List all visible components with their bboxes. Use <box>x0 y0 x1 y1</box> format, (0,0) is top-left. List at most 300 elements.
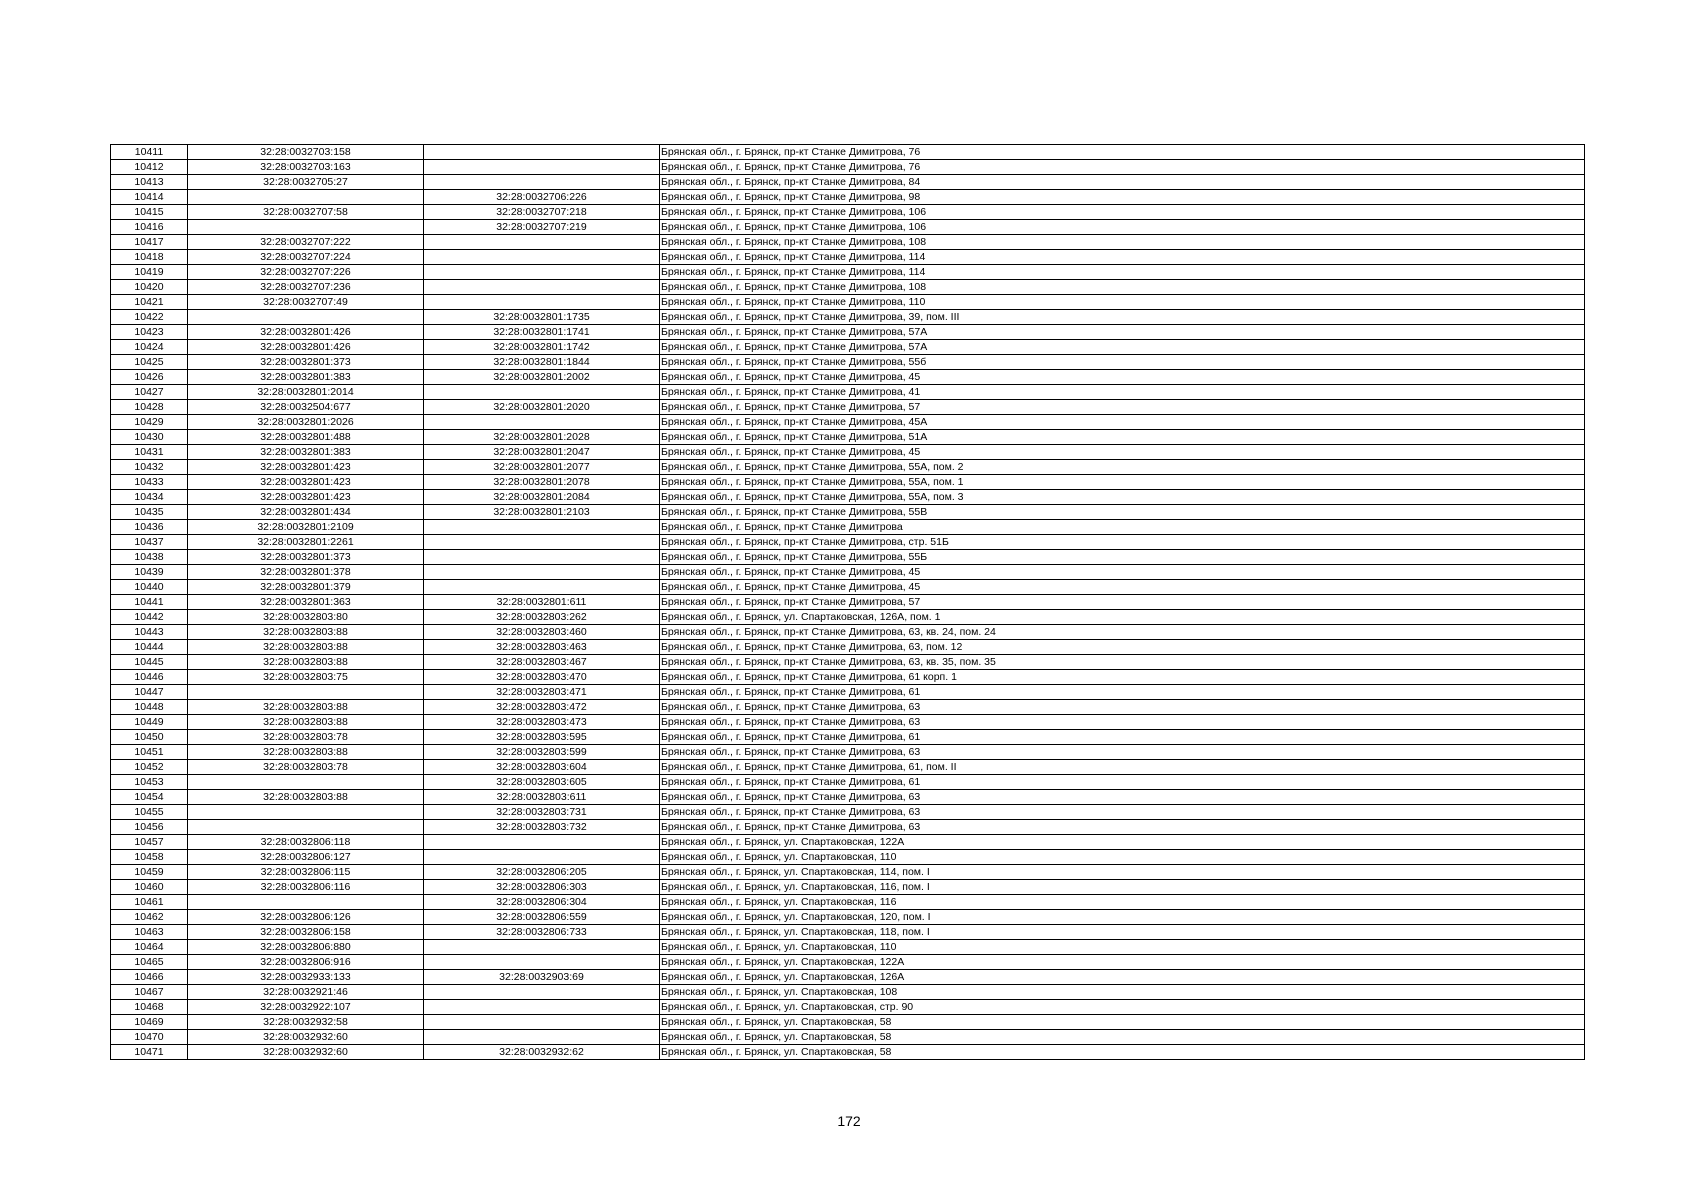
record-number-cell: 10432 <box>111 460 188 475</box>
cadastral-number-cell: 32:28:0032803:75 <box>188 670 424 685</box>
table-row <box>111 355 1585 370</box>
cadastral-number-cell: 32:28:0032806:127 <box>188 850 424 865</box>
cadastral-number-cell: 32:28:0032806:916 <box>188 955 424 970</box>
record-number-cell: 10444 <box>111 640 188 655</box>
building-cadastral-cell: 32:28:0032803:262 <box>424 610 660 625</box>
building-cadastral-cell <box>424 415 660 430</box>
address-cell: Брянская обл., г. Брянск, пр-кт Станке Димитрова, стр. 51Б <box>660 535 1585 550</box>
building-cadastral-cell: 32:28:0032801:2028 <box>424 430 660 445</box>
address-cell: Брянская обл., г. Брянск, пр-кт Станке Димитрова, 61, пом. II <box>660 760 1585 775</box>
address-cell: Брянская обл., г. Брянск, пр-кт Станке Димитрова, 55А, пом. 1 <box>660 475 1585 490</box>
cadastral-number-cell: 32:28:0032801:423 <box>188 475 424 490</box>
building-cadastral-cell: 32:28:0032803:595 <box>424 730 660 745</box>
record-number-cell: 10414 <box>111 190 188 205</box>
building-cadastral-cell <box>424 145 660 160</box>
table-row <box>111 775 1585 790</box>
record-number-cell: 10466 <box>111 970 188 985</box>
building-cadastral-cell <box>424 835 660 850</box>
record-number-cell: 10453 <box>111 775 188 790</box>
building-cadastral-cell <box>424 940 660 955</box>
building-cadastral-cell <box>424 565 660 580</box>
address-cell: Брянская обл., г. Брянск, пр-кт Станке Димитрова, 57 <box>660 595 1585 610</box>
cadastral-number-cell: 32:28:0032801:383 <box>188 445 424 460</box>
table-row <box>111 190 1585 205</box>
record-number-cell: 10433 <box>111 475 188 490</box>
table-row <box>111 745 1585 760</box>
table-row <box>111 805 1585 820</box>
record-number-cell: 10435 <box>111 505 188 520</box>
record-number-cell: 10425 <box>111 355 188 370</box>
table-row <box>111 820 1585 835</box>
table-row <box>111 700 1585 715</box>
table-row <box>111 415 1585 430</box>
record-number-cell: 10454 <box>111 790 188 805</box>
table-row <box>111 220 1585 235</box>
table-row <box>111 430 1585 445</box>
cadastral-number-cell: 32:28:0032803:88 <box>188 745 424 760</box>
address-cell: Брянская обл., г. Брянск, пр-кт Станке Димитрова, 57А <box>660 340 1585 355</box>
building-cadastral-cell: 32:28:0032803:471 <box>424 685 660 700</box>
cadastral-number-cell: 32:28:0032806:880 <box>188 940 424 955</box>
address-cell: Брянская обл., г. Брянск, пр-кт Станке Димитрова, 63, пом. 12 <box>660 640 1585 655</box>
table-row <box>111 880 1585 895</box>
cadastral-number-cell: 32:28:0032801:373 <box>188 355 424 370</box>
building-cadastral-cell <box>424 295 660 310</box>
cadastral-number-cell <box>188 685 424 700</box>
table-row <box>111 280 1585 295</box>
record-number-cell: 10439 <box>111 565 188 580</box>
table-row <box>111 475 1585 490</box>
cadastral-number-cell: 32:28:0032707:222 <box>188 235 424 250</box>
record-number-cell: 10417 <box>111 235 188 250</box>
building-cadastral-cell <box>424 385 660 400</box>
address-cell: Брянская обл., г. Брянск, пр-кт Станке Димитрова, 61 <box>660 730 1585 745</box>
record-number-cell: 10456 <box>111 820 188 835</box>
table-row <box>111 265 1585 280</box>
address-cell: Брянская обл., г. Брянск, пр-кт Станке Димитрова, 45А <box>660 415 1585 430</box>
cadastral-number-cell: 32:28:0032932:60 <box>188 1045 424 1060</box>
building-cadastral-cell <box>424 955 660 970</box>
building-cadastral-cell: 32:28:0032903:69 <box>424 970 660 985</box>
address-cell: Брянская обл., г. Брянск, пр-кт Станке Димитрова, 63 <box>660 790 1585 805</box>
record-number-cell: 10443 <box>111 625 188 640</box>
building-cadastral-cell <box>424 160 660 175</box>
cadastral-number-cell: 32:28:0032932:60 <box>188 1030 424 1045</box>
record-number-cell: 10419 <box>111 265 188 280</box>
cadastral-number-cell: 32:28:0032933:133 <box>188 970 424 985</box>
record-number-cell: 10441 <box>111 595 188 610</box>
table-row <box>111 520 1585 535</box>
cadastral-number-cell: 32:28:0032801:379 <box>188 580 424 595</box>
address-cell: Брянская обл., г. Брянск, ул. Спартаковская, 118, пом. I <box>660 925 1585 940</box>
table-row <box>111 655 1585 670</box>
cadastral-number-cell: 32:28:0032806:158 <box>188 925 424 940</box>
table-row <box>111 535 1585 550</box>
cadastral-number-cell: 32:28:0032707:226 <box>188 265 424 280</box>
record-number-cell: 10427 <box>111 385 188 400</box>
record-number-cell: 10469 <box>111 1015 188 1030</box>
address-cell: Брянская обл., г. Брянск, ул. Спартаковская, 116 <box>660 895 1585 910</box>
address-cell: Брянская обл., г. Брянск, пр-кт Станке Димитрова, 108 <box>660 235 1585 250</box>
address-cell: Брянская обл., г. Брянск, пр-кт Станке Димитрова, 63 <box>660 805 1585 820</box>
cadastral-number-cell: 32:28:0032707:58 <box>188 205 424 220</box>
building-cadastral-cell: 32:28:0032803:732 <box>424 820 660 835</box>
table-row <box>111 445 1585 460</box>
record-number-cell: 10460 <box>111 880 188 895</box>
address-cell: Брянская обл., г. Брянск, пр-кт Станке Димитрова, 55А, пом. 2 <box>660 460 1585 475</box>
record-number-cell: 10416 <box>111 220 188 235</box>
address-cell: Брянская обл., г. Брянск, ул. Спартаковская, 110 <box>660 850 1585 865</box>
building-cadastral-cell <box>424 235 660 250</box>
cadastral-number-cell: 32:28:0032801:2014 <box>188 385 424 400</box>
cadastral-number-cell: 32:28:0032801:488 <box>188 430 424 445</box>
address-cell: Брянская обл., г. Брянск, пр-кт Станке Димитрова, 45 <box>660 580 1585 595</box>
cadastral-number-cell <box>188 310 424 325</box>
building-cadastral-cell <box>424 1030 660 1045</box>
record-number-cell: 10462 <box>111 910 188 925</box>
record-number-cell: 10451 <box>111 745 188 760</box>
record-number-cell: 10413 <box>111 175 188 190</box>
record-number-cell: 10434 <box>111 490 188 505</box>
cadastral-number-cell <box>188 775 424 790</box>
building-cadastral-cell: 32:28:0032801:1844 <box>424 355 660 370</box>
table-row <box>111 580 1585 595</box>
record-number-cell: 10429 <box>111 415 188 430</box>
table-row <box>111 385 1585 400</box>
cadastral-number-cell: 32:28:0032806:115 <box>188 865 424 880</box>
record-number-cell: 10447 <box>111 685 188 700</box>
cadastral-number-cell <box>188 895 424 910</box>
building-cadastral-cell <box>424 265 660 280</box>
cadastral-number-cell: 32:28:0032921:46 <box>188 985 424 1000</box>
record-number-cell: 10437 <box>111 535 188 550</box>
address-cell: Брянская обл., г. Брянск, пр-кт Станке Димитрова, 110 <box>660 295 1585 310</box>
cadastral-number-cell: 32:28:0032703:158 <box>188 145 424 160</box>
table-row <box>111 250 1585 265</box>
cadastral-number-cell: 32:28:0032801:2109 <box>188 520 424 535</box>
cadastral-number-cell: 32:28:0032803:88 <box>188 655 424 670</box>
cadastral-number-cell: 32:28:0032707:236 <box>188 280 424 295</box>
building-cadastral-cell: 32:28:0032707:218 <box>424 205 660 220</box>
table-row <box>111 760 1585 775</box>
building-cadastral-cell: 32:28:0032806:205 <box>424 865 660 880</box>
cadastral-number-cell: 32:28:0032803:80 <box>188 610 424 625</box>
address-cell: Брянская обл., г. Брянск, пр-кт Станке Димитрова, 63, кв. 35, пом. 35 <box>660 655 1585 670</box>
table-row <box>111 835 1585 850</box>
address-cell: Брянская обл., г. Брянск, пр-кт Станке Димитрова, 55А, пом. 3 <box>660 490 1585 505</box>
record-number-cell: 10463 <box>111 925 188 940</box>
address-cell: Брянская обл., г. Брянск, пр-кт Станке Димитрова <box>660 520 1585 535</box>
address-cell: Брянская обл., г. Брянск, ул. Спартаковская, 126А <box>660 970 1585 985</box>
building-cadastral-cell: 32:28:0032801:611 <box>424 595 660 610</box>
building-cadastral-cell <box>424 520 660 535</box>
address-cell: Брянская обл., г. Брянск, пр-кт Станке Димитрова, 39, пом. III <box>660 310 1585 325</box>
address-cell: Брянская обл., г. Брянск, пр-кт Станке Димитрова, 76 <box>660 160 1585 175</box>
building-cadastral-cell: 32:28:0032806:559 <box>424 910 660 925</box>
table-row <box>111 490 1585 505</box>
record-number-cell: 10448 <box>111 700 188 715</box>
building-cadastral-cell: 32:28:0032803:470 <box>424 670 660 685</box>
cadastral-number-cell: 32:28:0032932:58 <box>188 1015 424 1030</box>
record-number-cell: 10445 <box>111 655 188 670</box>
record-number-cell: 10461 <box>111 895 188 910</box>
address-cell: Брянская обл., г. Брянск, пр-кт Станке Димитрова, 114 <box>660 250 1585 265</box>
table-row <box>111 865 1585 880</box>
building-cadastral-cell: 32:28:0032803:604 <box>424 760 660 775</box>
table-row <box>111 1000 1585 1015</box>
address-cell: Брянская обл., г. Брянск, пр-кт Станке Димитрова, 76 <box>660 145 1585 160</box>
cadastral-number-cell: 32:28:0032922:107 <box>188 1000 424 1015</box>
record-number-cell: 10450 <box>111 730 188 745</box>
building-cadastral-cell: 32:28:0032803:472 <box>424 700 660 715</box>
building-cadastral-cell <box>424 850 660 865</box>
table-row <box>111 715 1585 730</box>
address-cell: Брянская обл., г. Брянск, пр-кт Станке Димитрова, 63 <box>660 715 1585 730</box>
building-cadastral-cell: 32:28:0032932:62 <box>424 1045 660 1060</box>
building-cadastral-cell: 32:28:0032706:226 <box>424 190 660 205</box>
table-row <box>111 1045 1585 1060</box>
record-number-cell: 10412 <box>111 160 188 175</box>
building-cadastral-cell: 32:28:0032801:1741 <box>424 325 660 340</box>
record-number-cell: 10452 <box>111 760 188 775</box>
address-cell: Брянская обл., г. Брянск, ул. Спартаковская, 122А <box>660 955 1585 970</box>
building-cadastral-cell <box>424 250 660 265</box>
cadastral-number-cell: 32:28:0032707:224 <box>188 250 424 265</box>
cadastral-number-cell: 32:28:0032705:27 <box>188 175 424 190</box>
address-cell: Брянская обл., г. Брянск, пр-кт Станке Димитрова, 63 <box>660 745 1585 760</box>
building-cadastral-cell <box>424 985 660 1000</box>
table-row <box>111 460 1585 475</box>
record-number-cell: 10455 <box>111 805 188 820</box>
cadastral-number-cell: 32:28:0032801:373 <box>188 550 424 565</box>
address-cell: Брянская обл., г. Брянск, пр-кт Станке Димитрова, 51А <box>660 430 1585 445</box>
building-cadastral-cell: 32:28:0032803:460 <box>424 625 660 640</box>
building-cadastral-cell: 32:28:0032803:611 <box>424 790 660 805</box>
building-cadastral-cell: 32:28:0032801:2103 <box>424 505 660 520</box>
cadastral-number-cell: 32:28:0032801:423 <box>188 460 424 475</box>
address-cell: Брянская обл., г. Брянск, пр-кт Станке Димитрова, 45 <box>660 445 1585 460</box>
record-number-cell: 10438 <box>111 550 188 565</box>
table-row <box>111 175 1585 190</box>
record-number-cell: 10411 <box>111 145 188 160</box>
building-cadastral-cell <box>424 1015 660 1030</box>
record-number-cell: 10449 <box>111 715 188 730</box>
building-cadastral-cell <box>424 280 660 295</box>
cadastral-number-cell: 32:28:0032703:163 <box>188 160 424 175</box>
cadastral-number-cell: 32:28:0032803:88 <box>188 640 424 655</box>
cadastral-number-cell: 32:28:0032801:2261 <box>188 535 424 550</box>
record-number-cell: 10446 <box>111 670 188 685</box>
building-cadastral-cell <box>424 580 660 595</box>
record-number-cell: 10459 <box>111 865 188 880</box>
cadastral-number-cell: 32:28:0032806:116 <box>188 880 424 895</box>
building-cadastral-cell <box>424 1000 660 1015</box>
address-cell: Брянская обл., г. Брянск, пр-кт Станке Димитрова, 63 <box>660 700 1585 715</box>
address-cell: Брянская обл., г. Брянск, пр-кт Станке Димитрова, 45 <box>660 565 1585 580</box>
cadastral-number-cell: 32:28:0032801:383 <box>188 370 424 385</box>
address-cell: Брянская обл., г. Брянск, пр-кт Станке Димитрова, 55Б <box>660 550 1585 565</box>
cadastral-number-cell: 32:28:0032707:49 <box>188 295 424 310</box>
building-cadastral-cell: 32:28:0032801:2077 <box>424 460 660 475</box>
record-number-cell: 10464 <box>111 940 188 955</box>
building-cadastral-cell: 32:28:0032801:2084 <box>424 490 660 505</box>
cadastral-number-cell: 32:28:0032803:88 <box>188 715 424 730</box>
table-row <box>111 370 1585 385</box>
table-row <box>111 1015 1585 1030</box>
record-number-cell: 10465 <box>111 955 188 970</box>
cadastral-number-cell <box>188 220 424 235</box>
record-number-cell: 10423 <box>111 325 188 340</box>
table-row <box>111 925 1585 940</box>
table-row <box>111 895 1585 910</box>
building-cadastral-cell: 32:28:0032806:733 <box>424 925 660 940</box>
table-row <box>111 1030 1585 1045</box>
table-row <box>111 910 1585 925</box>
address-cell: Брянская обл., г. Брянск, пр-кт Станке Димитрова, 108 <box>660 280 1585 295</box>
table-row <box>111 850 1585 865</box>
address-cell: Брянская обл., г. Брянск, ул. Спартаковская, 108 <box>660 985 1585 1000</box>
address-cell: Брянская обл., г. Брянск, ул. Спартаковская, 120, пом. I <box>660 910 1585 925</box>
building-cadastral-cell: 32:28:0032707:219 <box>424 220 660 235</box>
record-number-cell: 10442 <box>111 610 188 625</box>
address-cell: Брянская обл., г. Брянск, пр-кт Станке Димитрова, 45 <box>660 370 1585 385</box>
table-row <box>111 730 1585 745</box>
cadastral-number-cell: 32:28:0032801:2026 <box>188 415 424 430</box>
cadastral-number-cell: 32:28:0032803:88 <box>188 625 424 640</box>
cadastral-number-cell <box>188 190 424 205</box>
cadastral-number-cell: 32:28:0032803:88 <box>188 790 424 805</box>
record-number-cell: 10418 <box>111 250 188 265</box>
table-row <box>111 640 1585 655</box>
table-row <box>111 325 1585 340</box>
record-number-cell: 10440 <box>111 580 188 595</box>
building-cadastral-cell: 32:28:0032801:2047 <box>424 445 660 460</box>
building-cadastral-cell: 32:28:0032801:1742 <box>424 340 660 355</box>
table-row <box>111 310 1585 325</box>
building-cadastral-cell: 32:28:0032801:2002 <box>424 370 660 385</box>
table-row <box>111 205 1585 220</box>
page-number: 172 <box>837 1113 861 1129</box>
record-number-cell: 10422 <box>111 310 188 325</box>
record-number-cell: 10458 <box>111 850 188 865</box>
table-row <box>111 625 1585 640</box>
address-cell: Брянская обл., г. Брянск, ул. Спартаковская, 114, пом. I <box>660 865 1585 880</box>
table-row <box>111 235 1585 250</box>
building-cadastral-cell: 32:28:0032806:303 <box>424 880 660 895</box>
address-cell: Брянская обл., г. Брянск, пр-кт Станке Димитрова, 63, кв. 24, пом. 24 <box>660 625 1585 640</box>
record-number-cell: 10426 <box>111 370 188 385</box>
record-number-cell: 10471 <box>111 1045 188 1060</box>
record-number-cell: 10415 <box>111 205 188 220</box>
address-cell: Брянская обл., г. Брянск, ул. Спартаковская, 58 <box>660 1015 1585 1030</box>
table-row <box>111 160 1585 175</box>
table-row <box>111 565 1585 580</box>
building-cadastral-cell: 32:28:0032806:304 <box>424 895 660 910</box>
record-number-cell: 10457 <box>111 835 188 850</box>
cadastral-number-cell <box>188 805 424 820</box>
building-cadastral-cell <box>424 550 660 565</box>
address-cell: Брянская обл., г. Брянск, пр-кт Станке Димитрова, 57 <box>660 400 1585 415</box>
table-row <box>111 985 1585 1000</box>
building-cadastral-cell: 32:28:0032801:2020 <box>424 400 660 415</box>
building-cadastral-cell <box>424 175 660 190</box>
building-cadastral-cell: 32:28:0032803:473 <box>424 715 660 730</box>
address-cell: Брянская обл., г. Брянск, ул. Спартаковская, стр. 90 <box>660 1000 1585 1015</box>
record-number-cell: 10420 <box>111 280 188 295</box>
data-table <box>110 144 1585 1060</box>
address-cell: Брянская обл., г. Брянск, пр-кт Станке Димитрова, 57А <box>660 325 1585 340</box>
record-number-cell: 10430 <box>111 430 188 445</box>
table-row <box>111 670 1585 685</box>
address-cell: Брянская обл., г. Брянск, пр-кт Станке Димитрова, 55В <box>660 505 1585 520</box>
record-number-cell: 10470 <box>111 1030 188 1045</box>
record-number-cell: 10428 <box>111 400 188 415</box>
building-cadastral-cell: 32:28:0032803:463 <box>424 640 660 655</box>
table-row <box>111 790 1585 805</box>
table-row <box>111 400 1585 415</box>
cadastral-number-cell: 32:28:0032806:118 <box>188 835 424 850</box>
address-cell: Брянская обл., г. Брянск, пр-кт Станке Димитрова, 106 <box>660 220 1585 235</box>
address-cell: Брянская обл., г. Брянск, ул. Спартаковская, 58 <box>660 1045 1585 1060</box>
address-cell: Брянская обл., г. Брянск, пр-кт Станке Димитрова, 61 корп. 1 <box>660 670 1585 685</box>
record-number-cell: 10467 <box>111 985 188 1000</box>
cadastral-number-cell: 32:28:0032801:423 <box>188 490 424 505</box>
record-number-cell: 10424 <box>111 340 188 355</box>
table-body <box>111 145 1585 1060</box>
cadastral-number-cell: 32:28:0032803:78 <box>188 760 424 775</box>
address-cell: Брянская обл., г. Брянск, ул. Спартаковская, 110 <box>660 940 1585 955</box>
address-cell: Брянская обл., г. Брянск, пр-кт Станке Димитрова, 61 <box>660 775 1585 790</box>
address-cell: Брянская обл., г. Брянск, пр-кт Станке Димитрова, 106 <box>660 205 1585 220</box>
cadastral-number-cell: 32:28:0032806:126 <box>188 910 424 925</box>
cadastral-number-cell: 32:28:0032801:434 <box>188 505 424 520</box>
record-number-cell: 10436 <box>111 520 188 535</box>
address-cell: Брянская обл., г. Брянск, пр-кт Станке Димитрова, 114 <box>660 265 1585 280</box>
cadastral-number-cell: 32:28:0032803:88 <box>188 700 424 715</box>
cadastral-number-cell <box>188 820 424 835</box>
table-row <box>111 610 1585 625</box>
cadastral-number-cell: 32:28:0032803:78 <box>188 730 424 745</box>
address-cell: Брянская обл., г. Брянск, ул. Спартаковская, 126А, пом. 1 <box>660 610 1585 625</box>
cadastral-number-cell: 32:28:0032801:378 <box>188 565 424 580</box>
building-cadastral-cell <box>424 535 660 550</box>
table-row <box>111 340 1585 355</box>
cadastral-number-cell: 32:28:0032801:426 <box>188 325 424 340</box>
cadastral-number-cell: 32:28:0032801:363 <box>188 595 424 610</box>
address-cell: Брянская обл., г. Брянск, пр-кт Станке Димитрова, 55б <box>660 355 1585 370</box>
address-cell: Брянская обл., г. Брянск, пр-кт Станке Димитрова, 84 <box>660 175 1585 190</box>
table-row <box>111 955 1585 970</box>
building-cadastral-cell: 32:28:0032803:731 <box>424 805 660 820</box>
cadastral-number-cell: 32:28:0032504:677 <box>188 400 424 415</box>
table-row <box>111 685 1585 700</box>
building-cadastral-cell: 32:28:0032803:605 <box>424 775 660 790</box>
record-number-cell: 10431 <box>111 445 188 460</box>
address-cell: Брянская обл., г. Брянск, ул. Спартаковская, 116, пом. I <box>660 880 1585 895</box>
address-cell: Брянская обл., г. Брянск, пр-кт Станке Димитрова, 61 <box>660 685 1585 700</box>
address-cell: Брянская обл., г. Брянск, ул. Спартаковская, 58 <box>660 1030 1585 1045</box>
record-number-cell: 10421 <box>111 295 188 310</box>
address-cell: Брянская обл., г. Брянск, пр-кт Станке Димитрова, 41 <box>660 385 1585 400</box>
building-cadastral-cell: 32:28:0032803:599 <box>424 745 660 760</box>
address-cell: Брянская обл., г. Брянск, пр-кт Станке Димитрова, 98 <box>660 190 1585 205</box>
table-row <box>111 940 1585 955</box>
address-cell: Брянская обл., г. Брянск, ул. Спартаковская, 122А <box>660 835 1585 850</box>
table-row <box>111 145 1585 160</box>
table-row <box>111 550 1585 565</box>
record-number-cell: 10468 <box>111 1000 188 1015</box>
table-row <box>111 595 1585 610</box>
